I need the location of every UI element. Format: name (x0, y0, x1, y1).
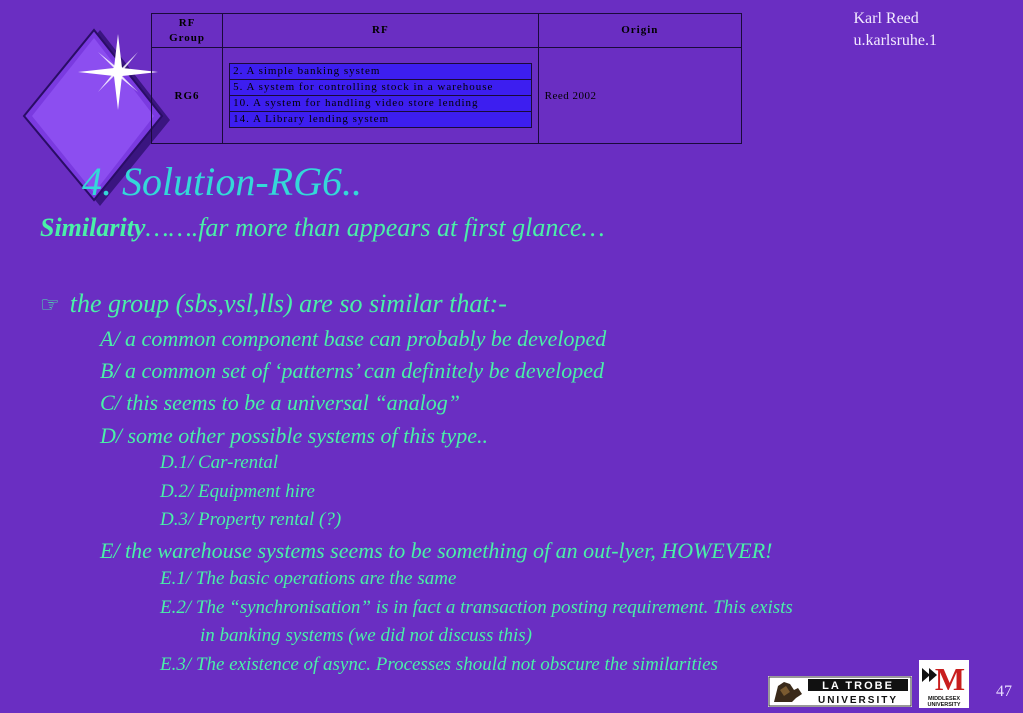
rf-item: 10. A system for handling video store lending (230, 96, 531, 112)
item-e3: E.3/ The existence of async. Processes should not obscure the similarities (160, 654, 718, 675)
author-info (853, 8, 937, 52)
item-e1: E.1/ The basic operations are the same (160, 568, 457, 589)
svg-text:M: M (934, 661, 966, 697)
table-cell-origin: Reed 2002 (538, 48, 741, 144)
latrobe-university-text: UNIVERSITY (817, 695, 899, 706)
middlesex-university-logo (919, 660, 969, 708)
middlesex-text: MIDDLESEX (927, 696, 961, 702)
table-cell-rf-list (223, 48, 539, 144)
main-point-text: the group (sbs,vsl,lls) are so similar that:- (69, 289, 507, 318)
rf-group-table (151, 13, 742, 144)
latrobe-logo-graphic (768, 676, 912, 707)
item-e: E/ the warehouse systems seems to be something of an out-lyer, HOWEVER! (100, 538, 773, 563)
table-header-rf-group: RF Group (152, 14, 223, 48)
item-e2: E.2/ The “synchronisation” is in fact a transaction posting requirement. This exists (160, 597, 793, 618)
item-e2-continued: in banking systems (we did not discuss this) (200, 625, 532, 646)
rf-item: 2. A simple banking system (230, 64, 531, 80)
subtitle-rest: …….far more than appears at first glance… (145, 213, 605, 242)
rf-item: 14. A Library lending system (233, 113, 390, 125)
item-d1: D.1/ Car-rental (160, 452, 279, 473)
page-number: 47 (996, 683, 1012, 700)
author-affiliation: u.karlsruhe.1 (853, 32, 937, 49)
table-cell-group: RG6 (152, 48, 223, 144)
item-c: C/ this seems to be a universal “analog” (100, 390, 460, 415)
item-a: A/ a common component base can probably be developed (100, 326, 607, 351)
rf-list (229, 63, 532, 128)
rf-item: 5. A system for controlling stock in a warehouse (230, 80, 531, 96)
item-d2: D.2/ Equipment hire (160, 481, 315, 502)
middlesex-university-text: UNIVERSITY (927, 702, 961, 708)
middlesex-logo-graphic (919, 660, 969, 708)
subtitle-bold: Similarity (40, 213, 146, 242)
item-b: B/ a common set of ‘patterns’ can definitely be developed (100, 358, 605, 383)
item-d3: D.3/ Property rental (?) (160, 509, 342, 530)
slide-title: 4. Solution-RG6.. (82, 159, 362, 204)
latrobe-university-logo (768, 676, 912, 707)
table-header-rf: RF (223, 14, 539, 48)
main-point (40, 289, 507, 319)
subtitle (40, 213, 605, 243)
item-d: D/ some other possible systems of this type.. (100, 423, 489, 448)
table-header-origin: Origin (538, 14, 741, 48)
latrobe-text: LA TROBE (822, 680, 894, 692)
author-name: Karl Reed (853, 10, 919, 27)
pointing-hand-icon: ☞ (40, 292, 60, 317)
